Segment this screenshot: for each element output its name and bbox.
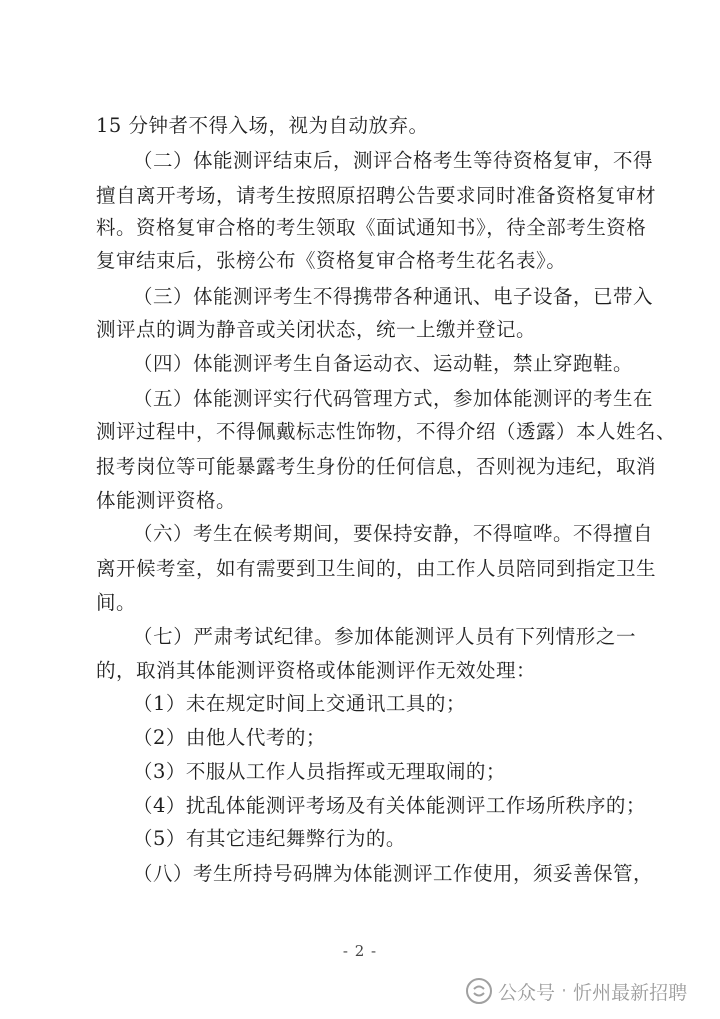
text-line: （二）体能测评结束后，测评合格考生等待资格复审，不得: [133, 149, 654, 172]
text-line: （三）体能测评考生不得携带各种通讯、电子设备，已带入: [133, 285, 654, 308]
text-line: （六）考生在候考期间，要保持安静，不得喧哗。不得擅自: [133, 522, 654, 545]
watermark-separator: ·: [561, 980, 568, 1002]
page-number: - 2 -: [342, 942, 378, 960]
watermark-account: 忻州最新招聘: [573, 981, 688, 1004]
list-item: （2）由他人代考的；: [133, 726, 326, 749]
wechat-official-account-icon: [466, 978, 492, 1004]
text-line: 测评过程中，不得佩戴标志性饰物，不得介绍（透露）本人姓名、: [96, 420, 677, 443]
text-line: 料。资格复审合格的考生领取《面试通知书》，待全部考生资格: [96, 216, 647, 239]
text-line: （五）体能测评实行代码管理方式，参加体能测评的考生在: [133, 387, 654, 410]
text-line: 间。: [96, 591, 137, 614]
account-watermark: [466, 976, 687, 1006]
text-line: （七）严肃考试纪律。参加体能测评人员有下列情形之一: [133, 625, 636, 648]
watermark-label: 公众号: [498, 981, 556, 1004]
text-line: 体能测评资格。: [96, 489, 237, 512]
text-line: 擅自离开考场，请考生按照原招聘公告要求同时准备资格复审材: [96, 184, 657, 207]
text-line: 报考岗位等可能暴露考生身份的任何信息，否则视为违纪，取消: [96, 455, 657, 478]
list-item: （5）有其它违纪舞弊行为的。: [133, 827, 406, 850]
text-line: 测评点的调为静音或关闭状态，统一上缴并登记。: [96, 318, 537, 341]
text-line: （八）考生所持号码牌为体能测评工作使用，须妥善保管，: [133, 862, 654, 885]
list-item: （3）不服从工作人员指挥或无理取闹的；: [133, 760, 506, 783]
list-item: （4）扰乱体能测评考场及有关体能测评工作场所秩序的；: [133, 794, 646, 817]
text-line: 离开候考室，如有需要到卫生间的，由工作人员陪同到指定卫生: [96, 557, 657, 580]
text-line: （四）体能测评考生自备运动衣、运动鞋，禁止穿跑鞋。: [133, 352, 634, 375]
list-item: （1）未在规定时间上交通讯工具的；: [133, 692, 466, 715]
text-line: 15 分钟者不得入场，视为自动放弃。: [96, 114, 429, 137]
text-line: 复审结束后，张榜公布《资格复审合格考生花名表》。: [96, 249, 567, 272]
text-line: 的，取消其体能测评资格或体能测评作无效处理：: [96, 659, 537, 682]
